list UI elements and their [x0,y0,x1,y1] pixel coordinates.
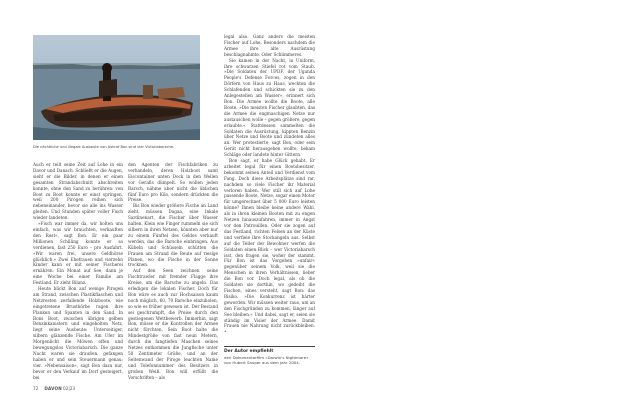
text-column-3 [224,34,315,343]
text-column-1 [33,162,123,382]
paragraph: Heute blickt Bon auf wenige Pirogen am Strand, zwischen Plastikflaschen und Netzresten zerfallende Holzboote, wie eingetretene Brustkörbe ragen ihre Planken und Spanten in den Sand. In Bons Boot, zwischen übrigen gelben Benzinkanistern und eingeholten Netz, liegt seine Ausbeute: Unterseitiger, silbern glänzende Fische. Am Ufer im Morgenlicht die Möwen offen und bewegungslos Victoriabarsch. Die ganze Nacht waren sie draußen, gefangen haben er und sein Steuermann genau: vier. »Nebensaison«, sagt Bon dazu nur, bevor er den Verkauf im Dorf gesteigert, bei [33,286,123,380]
paragraph: Bon sagt, er habe Glück gehabt. Er arbeitet legal für einen Bootsbesitzer, bekommt seinen Anteil und Verdienst vom Fang. Doch diese Arbeitsplätze sind rar, nachdem so viele Fischer ihr Material verloren haben. Wer still sich auf Lohe passende Boote, Netze, sogar einen Motor für umgerechnet über 5 000 Euro leisten könne? Ihnen bleibe keine andere Wahl, als in ihren kleinen Booten mit zu engen Netzen hinauszufahren, immer in Angst vor den Patrouillen. Oder sie zogen auf das Festland, richten Felsen an der Küste und verfiele ihre Stockangeln aus. Selbst auf die Teller der Bewohner werfen die Soldaten einen Blick – wer Victoriabarsch isst, den fragen sie, woher der stammt. Für Bon ist das Vorgehen »unfair« gegenüber seinem Volk, weil sie die Menschen in ihren Verhältnissen, lieber die Bon vor. Doch legal, als ob die Soldaten sie dorthin, wo gedeiht die Fischen, eines versteht, sagt Bon: das Risiko. »Die Konkurrenz ist härter geworden. Wir müssen weiter raus, um an den Fischgründen zu kommen, länger auf See bleiben.« Und dabei, sagt er, seien sie ständig im Visier der Armee. Damit Frauen nie Nahrung nicht zurückbleiben. • [224,158,315,335]
paragraph: Auch er teilt seine Zeit auf Lohe in ein Davor und Danach. Schließt er die Augen, sieht er die Bilder, in denen er einen gesamten Strandabschnitt abschreiten konnte, ohne den Sand zu berühren: von Boot zu Boot konnte er einst springen, weil 200 Pirogen reihen sich nebeneinander, bevor sie alle ins Wasser gleiten. Und Stunden später voller Fisch wieder landeten. [33,162,123,221]
paragraph: Bis Bon wieder größere Fische an Land zieht, müssen Dagaa, eine Inkale Sardinenart, die Fischer über Wasser halten. Klein wie Finger rummeln sie sich silbern in ihren Netzen, könnten aber nur zu einem Fünftel des Geldes verkauft werden, das die Barsche einbringen. Aus Kübeln und Schüsseln schütten die Frauen am Strand die Beute auf riesige Planen, wo die Fische in der Sonne trocknen. [128,203,218,268]
recommendation-body: den Dokumentarfilm »Darwin's Nightmare« von Hubert Sauper aus dem Jahr 2004. [224,354,309,365]
issue-number: 02|23 [63,386,76,391]
article-photo [33,35,200,140]
paragraph: Auf den Seen zeichnen seine Fischtrawler mit fremder Flagge ihre Kreise, um die Barsche zu angeln. Das erledigen die lokalen Fischer. Doch für Bon wäre es auch zur Hochsaison kaum noch möglich, 60, 70 Barsche einzuholen, so wie es früher gewesen ist. Der Bestand sei geschrumpft, die Preise durch den gestiegenen Wettbewerb. Immerhin, sagt Bon, müsse er die Kontrollen der Armee nicht fürchten. Sein Boot halte die Mindestgröße von fast neun Metern, durch die fangtiefen Maschen seines Netzes entkommen die Jungfische unter 50 Zentimeter Größe, und an der Seitenwand der Piroge leuchten Name und Telefonnummer des Besitzers in großen Weiß. Bon will erfüllt die Vorschriften – als [128,268,218,380]
paragraph: Sie kamen in der Nacht, in Uniform, ihre schwarzen Stiefel rot vom Staub. »Die Soldaten der UPDF, der Uganda People's Defense Forces, zogen in den Dörfern von Haus zu Haus, weckten die Schlafenden und schickten sie zu den Anlegestellen am Wasser«, erinnert sich Bon. Die Armee wollte die Boote, alle Boote. »Die meisten Fischer glaubten, das die Armee die engmaschigen Netze nur austauschen wolle – gegen größere, gegen erlaubte.« Stattdessen sammelten die Soldaten die Ausrüstung, kippten Benzin über Netze und Boote und zündeten alles an. Wer protestierte, sagt Bon, oder sein Gerät nicht herausgeben wollte, bekam Schläge oder landete hinter Gittern. [224,57,315,158]
page-number: 72 [33,386,39,391]
page-footer [33,386,75,391]
author-recommendation [224,346,315,365]
paragraph: legal also. Ganz anders die meisten Fischer auf Lohe. Besonders nachdem die Armee ihre alte Ausrüstung beschlagnahmte. Oder Schlimmeres. [224,34,315,57]
text-column-2 [128,162,218,382]
magazine-brand: DAVON [44,386,63,391]
paragraph: den Agenten der Fischfabriken zu verhandeln, deren Holzboot samt Eiscontainer unten Dock in den Wellen vor Gerafis dümpelt. So wollen jeden Barsch, nähme aber nicht die üblichen fünf Euro pro Kilo, sondern drückten die Preise. [128,162,218,203]
photo-caption: Die nächtliche und illegale Ausbeute von Ashraf Bon sind vier Victoriabarsche. [33,145,175,149]
paragraph: »Fisch war immer da, wir holten uns einfach, was wir brauchten, verkauften den Rest«, sagt Bon. Er ein paar Millionen Schilling konnte er so verdienen, fast 250 Euro – pro Ausfahrt. »Wir waren frei, unsere Geldbörse glücklich.« Zwei Ehefrauen und vierzehn Kinder kann er mit seiner Fischerei ernähren. Ein Monat auf See, dann je eine Woche bei einer Familie am Festland. Er zieht Bilanz. [33,221,123,286]
boat-photo-icon [33,35,200,140]
recommendation-heading: Der Autor empfiehlt [224,349,274,354]
divider [224,346,315,347]
